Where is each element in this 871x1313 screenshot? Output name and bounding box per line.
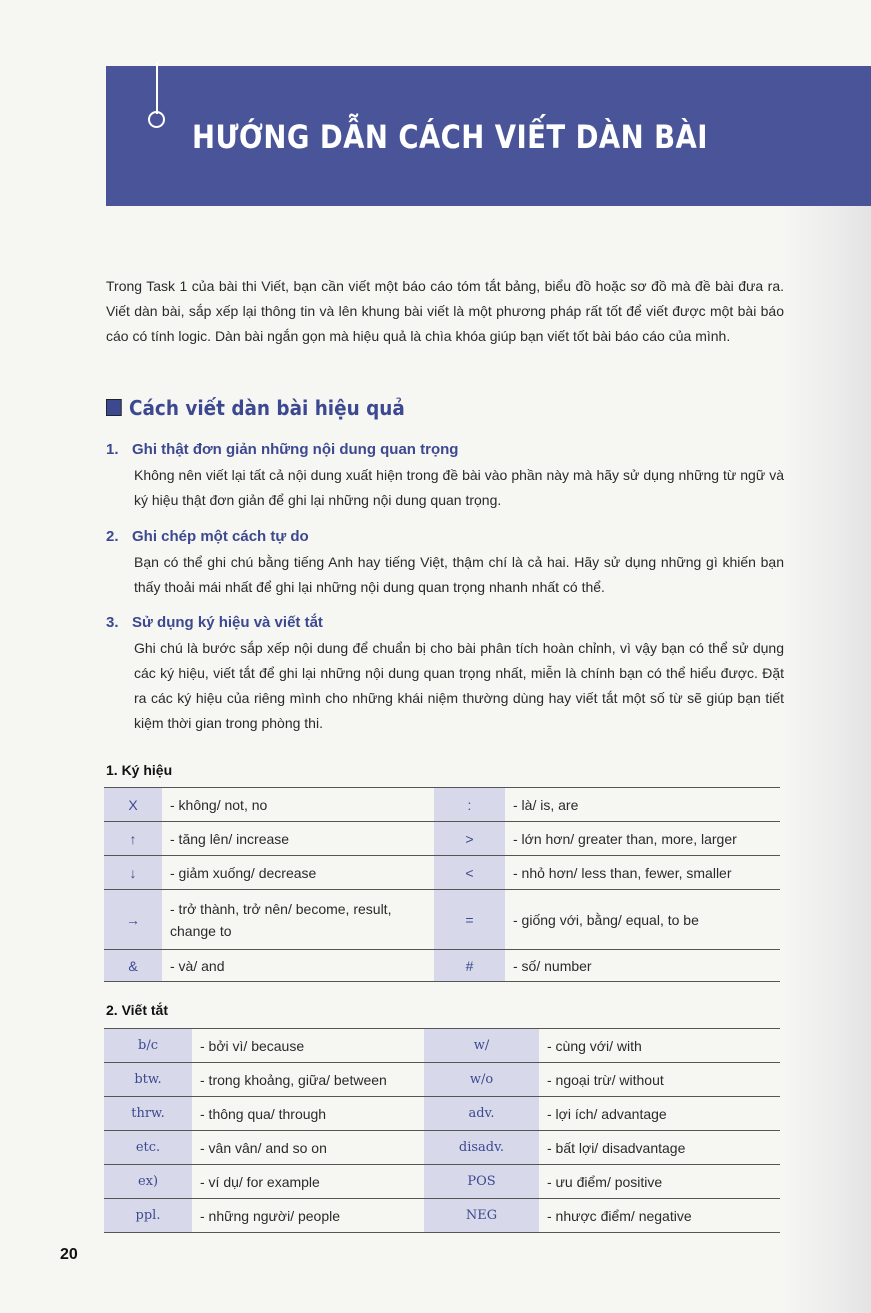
abbreviation-cell: w/o (424, 1063, 539, 1097)
meaning-cell: - thông qua/ through (192, 1097, 424, 1131)
meaning-cell: - nhỏ hơn/ less than, fewer, smaller (505, 856, 780, 890)
table-row (104, 1097, 780, 1131)
banner-circle-icon (148, 111, 165, 128)
symbol-cell: ↑ (104, 822, 162, 856)
table-row (104, 1063, 780, 1097)
table-row (104, 890, 780, 950)
symbol-cell: = (434, 890, 505, 950)
item-body: Bạn có thể ghi chú bằng tiếng Anh hay tiếng Việt, thậm chí là cả hai. Hãy sử dụng những gì khiến bạn thấy thoải mái nhất để ghi lại những nội dung quan trọng nhanh nhất có thể. (134, 554, 784, 595)
meaning-cell: - cùng với/ with (539, 1029, 780, 1063)
intro-paragraph: Trong Task 1 của bài thi Viết, bạn cần viết một báo cáo tóm tắt bảng, biểu đồ hoặc sơ đồ mà đề bài đưa ra. Viết dàn bài, sắp xếp lại thông tin và lên khung bài viết là một phương pháp rất tốt để viết được một bài báo cáo có tính logic. Dàn bài ngắn gọn mà hiệu quả là chìa khóa giúp bạn viết tốt bài báo cáo của mình. (106, 278, 784, 344)
item-title: Ghi thật đơn giản những nội dung quan trọng (132, 441, 459, 458)
meaning-cell: - số/ number (505, 950, 780, 982)
meaning-cell: - vân vân/ and so on (192, 1131, 424, 1165)
meaning-cell: - lợi ích/ advantage (539, 1097, 780, 1131)
meaning-cell: - trong khoảng, giữa/ between (192, 1063, 424, 1097)
abbreviation-cell: thrw. (104, 1097, 192, 1131)
item-number: 3. (106, 614, 119, 631)
abbreviation-cell: disadv. (424, 1131, 539, 1165)
banner-line (156, 62, 158, 114)
meaning-cell: - và/ and (162, 950, 434, 982)
abbreviation-cell: ppl. (104, 1199, 192, 1233)
page-number: 20 (60, 1246, 78, 1263)
page-edge (783, 206, 871, 1313)
meaning-cell: - trở thành, trở nên/ become, result, change to (162, 890, 434, 950)
meaning-cell: - tăng lên/ increase (162, 822, 434, 856)
table-row (104, 1199, 780, 1233)
symbol-cell: < (434, 856, 505, 890)
meaning-cell: - bất lợi/ disadvantage (539, 1131, 780, 1165)
meaning-cell: - ưu điểm/ positive (539, 1165, 780, 1199)
meaning-cell: - không/ not, no (162, 788, 434, 822)
meaning-cell: - bởi vì/ because (192, 1029, 424, 1063)
section-heading (106, 396, 405, 420)
symbol-cell: > (434, 822, 505, 856)
symbol-cell: ↓ (104, 856, 162, 890)
meaning-cell: - ví dụ/ for example (192, 1165, 424, 1199)
meaning-cell: - giảm xuống/ decrease (162, 856, 434, 890)
symbol-cell: : (434, 788, 505, 822)
table-row (104, 1131, 780, 1165)
meaning-cell: - lớn hơn/ greater than, more, larger (505, 822, 780, 856)
item-number: 2. (106, 528, 119, 545)
meaning-cell: - những người/ people (192, 1199, 424, 1233)
item-title: Sử dụng ký hiệu và viết tắt (132, 614, 323, 631)
item-body: Ghi chú là bước sắp xếp nội dung để chuẩn bị cho bài phân tích hoàn chỉnh, vì vậy bạn có thể sử dụng các ký hiệu, viết tắt để ghi lại những nội dung quan trọng nhất, miễn là chính bạn có thể hiểu được. Đặt ra các ký hiệu của riêng mình cho những khái niệm thường dùng hay viết tắt một số từ sẽ giúp bạn tiết kiệm thời gian trong phòng thi. (134, 640, 784, 731)
symbols-table (104, 787, 780, 982)
table-row (104, 1029, 780, 1063)
symbol-cell: → (104, 890, 162, 950)
symbol-cell: # (434, 950, 505, 982)
abbreviation-cell: ex) (104, 1165, 192, 1199)
item-title: Ghi chép một cách tự do (132, 528, 309, 545)
meaning-cell: - nhược điểm/ negative (539, 1199, 780, 1233)
abbreviation-cell: etc. (104, 1131, 192, 1165)
page-title: HƯỚNG DẪN CÁCH VIẾT DÀN BÀI (192, 118, 708, 156)
item-body: Không nên viết lại tất cả nội dung xuất hiện trong đề bài vào phần này mà hãy sử dụng những từ ngữ và ký hiệu thật đơn giản để ghi lại những nội dung quan trọng. (134, 467, 784, 508)
abbreviation-cell: w/ (424, 1029, 539, 1063)
meaning-cell: - là/ is, are (505, 788, 780, 822)
table-row (104, 822, 780, 856)
symbols-heading: 1. Ký hiệu (106, 762, 173, 778)
meaning-cell: - ngoại trừ/ without (539, 1063, 780, 1097)
abbreviation-cell: btw. (104, 1063, 192, 1097)
table-row (104, 1165, 780, 1199)
section-heading-text: Cách viết dàn bài hiệu quả (129, 396, 405, 420)
abbreviations-heading: 2. Viết tắt (106, 1002, 168, 1018)
abbreviation-cell: POS (424, 1165, 539, 1199)
table-row (104, 856, 780, 890)
abbreviation-cell: b/c (104, 1029, 192, 1063)
meaning-cell: - giống với, bằng/ equal, to be (505, 890, 780, 950)
abbreviation-cell: NEG (424, 1199, 539, 1233)
symbol-cell: X (104, 788, 162, 822)
item-number: 1. (106, 441, 119, 458)
table-row (104, 788, 780, 822)
square-bullet-icon (106, 399, 122, 416)
table-row (104, 950, 780, 982)
abbreviations-table (104, 1028, 780, 1233)
abbreviation-cell: adv. (424, 1097, 539, 1131)
symbol-cell: & (104, 950, 162, 982)
